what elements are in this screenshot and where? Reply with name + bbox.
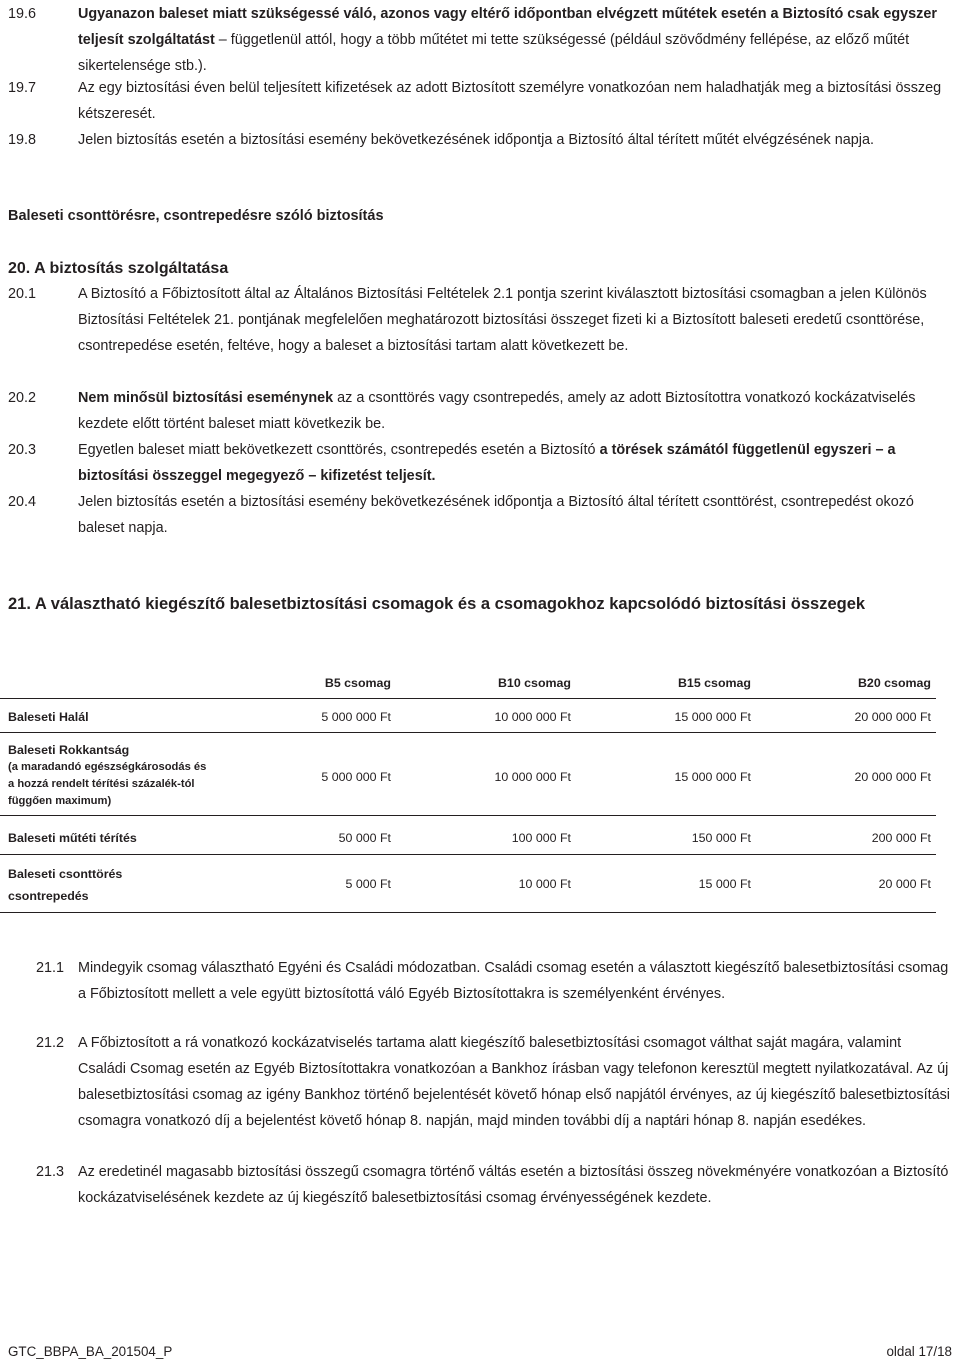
row-label-note: (a maradandó egészségkárosodás és a hozzá rendelt térítési százalék-tól függően maximum) — [8, 761, 207, 807]
table-cell: 5 000 000 Ft — [321, 770, 391, 784]
column-header: B10 csomag — [497, 676, 571, 690]
clause-number: 21.1 — [36, 960, 65, 976]
clause-number: 19.7 — [8, 80, 37, 96]
clause-21-1 — [36, 955, 952, 1007]
table-cell: 15 000 000 Ft — [674, 770, 751, 784]
clause-21-3 — [36, 1159, 952, 1211]
table-cell: 200 000 Ft — [871, 831, 931, 845]
clause-20-2 — [8, 385, 952, 437]
clause-text: Az eredetinél magasabb biztosítási összegű csomagra történő váltás esetén a biztosítási összeg növekményére vonatkozóan a Biztosító kockázatviselésének kezdete az új kiegészítő balesetbiztosítási csomag érvényességének kezdete. — [78, 1164, 949, 1206]
clause-text: Jelen biztosítás esetén a biztosítási esemény bekövetkezésének időpontja a Biztosító által térített csonttörést, csontrepedést okozó baleset napja. — [78, 494, 914, 536]
clause-number: 20.2 — [8, 390, 37, 406]
table-cell: 10 000 000 Ft — [494, 770, 571, 784]
column-header: B5 csomag — [324, 676, 391, 690]
table-cell: 50 000 Ft — [338, 831, 391, 845]
table-cell: 5 000 Ft — [345, 877, 391, 891]
table-cell: 15 000 000 Ft — [674, 710, 751, 724]
table-divider — [0, 912, 936, 913]
clause-number: 21.3 — [36, 1164, 65, 1180]
clause-text: Mindegyik csomag választható Egyéni és Családi módozatban. Családi csomag esetén a választott kiegészítő balesetbiztosítási csomag a Főbiztosított mellett a vele együtt biztosítottá váló Egyéb Biztosítottakra is személyenként érvényes. — [78, 960, 949, 1002]
table-cell: 20 000 000 Ft — [854, 770, 931, 784]
clause-number: 20.4 — [8, 494, 37, 510]
clause-text: A Biztosító a Főbiztosított által az Általános Biztosítási Feltételek 2.1 pontja szerint kiválasztott biztosítási csomagban a jelen Különös Biztosítási Feltételek 21. pontjának megfelelően meghatározott biztosítási összeget fizeti ki a Biztosított baleseti eredetű csonttörése, csontrepedése esetén, feltéve, hogy a baleset a biztosítási tartam alatt következett be. — [78, 286, 927, 354]
clause-text: Jelen biztosítás esetén a biztosítási esemény bekövetkezésének időpontja a Biztosító által térített műtét elvégzésének napja. — [78, 132, 874, 148]
table-divider — [0, 698, 936, 699]
document-code: GTC_BBPA_BA_201504_P — [8, 1344, 173, 1359]
row-label: Baleseti Halál — [8, 710, 89, 724]
clause-text: Az egy biztosítási éven belül teljesített kifizetések az adott Biztosított személyre vonatkozóan nem haladhatják meg a biztosítási összeg kétszeresét. — [78, 80, 942, 122]
table-cell: 10 000 000 Ft — [494, 710, 571, 724]
table-cell: 100 000 Ft — [511, 831, 571, 845]
row-label-main: Baleseti Rokkantság — [8, 743, 130, 757]
clause-bold-text: Ugyanazon baleset miatt szükségessé váló, azonos vagy eltérő időpontban elvégzett műtétek esetén a Biztosító csak egyszer teljesít szolgáltatást — [78, 6, 937, 48]
clause-text: az a csonttörés vagy csontrepedés, amely az adott Biztosítottra vonatkozó kockázatviselés kezdete előtt történt baleset miatt következik be. — [78, 390, 916, 432]
table-cell: 20 000 Ft — [878, 877, 931, 891]
table-cell: 5 000 000 Ft — [321, 710, 391, 724]
subtitle: Baleseti csonttörésre, csontrepedésre szóló biztosítás — [8, 208, 384, 224]
clause-text: Egyetlen baleset miatt bekövetkezett csonttörés, csontrepedés esetén a Biztosító — [78, 442, 600, 458]
table-cell: 10 000 Ft — [518, 877, 571, 891]
table-divider — [0, 815, 936, 816]
clause-bold-text: Nem minősül biztosítási eseménynek — [78, 390, 334, 406]
clause-20-1 — [8, 281, 952, 359]
clause-21-2 — [36, 1030, 952, 1134]
clause-number: 21.2 — [36, 1035, 65, 1051]
table-cell: 15 000 Ft — [698, 877, 751, 891]
clause-19-7 — [8, 75, 952, 127]
clause-bold-text: a törések számától függetlenül egyszeri – a biztosítási összeggel megegyező – kifizetést teljesít. — [78, 442, 896, 484]
clause-20-4 — [8, 489, 952, 541]
clause-number: 19.8 — [8, 132, 37, 148]
table-cell: 20 000 000 Ft — [854, 710, 931, 724]
clause-number: 20.3 — [8, 442, 37, 458]
table-divider — [0, 854, 936, 855]
clause-20-3 — [8, 437, 952, 489]
clause-number: 19.6 — [8, 6, 37, 22]
clause-19-6 — [8, 1, 952, 79]
column-header: B20 csomag — [857, 676, 931, 690]
page-number: oldal 17/18 — [886, 1344, 952, 1359]
table-cell: 150 000 Ft — [691, 831, 751, 845]
clause-19-8 — [8, 127, 952, 153]
clause-text: A Főbiztosított a rá vonatkozó kockázatviselés tartama alatt kiegészítő balesetbiztosítási csomagot válthat saját magára, valamint Családi Csomag esetén az Egyéb Biztosítottakra vonatkozóan a Bankhoz írásban vagy telefonon keresztül megtett nyilatkozatával. Az új balesetbiztosítási csomag az igény Bankhoz történő bejelentését követő hónap első napjától érvényes, az új kiegészítő balesetbiztosítási csomagra vonatkozó díj a bejelentést követő hónap 8. napján, majd minden további díj a naptári hónap 8. napján esedékes. — [78, 1035, 950, 1129]
clause-number: 20.1 — [8, 286, 37, 302]
clause-text: – függetlenül attól, hogy a több műtétet mi tette szükségessé (például szövődmény fellépése, az előző műtét sikertelensége stb.). — [78, 32, 910, 74]
column-header: B15 csomag — [677, 676, 751, 690]
row-label: Baleseti csonttörés csontrepedés — [8, 867, 123, 903]
section-21-title: 21. A választható kiegészítő balesetbiztosítási csomagok és a csomagokhoz kapcsolódó biztosítási összegek — [8, 595, 866, 613]
table-divider — [0, 732, 936, 733]
section-20-title: 20. A biztosítás szolgáltatása — [8, 260, 229, 277]
row-label — [8, 741, 208, 810]
row-label: Baleseti műtéti térítés — [8, 831, 137, 845]
